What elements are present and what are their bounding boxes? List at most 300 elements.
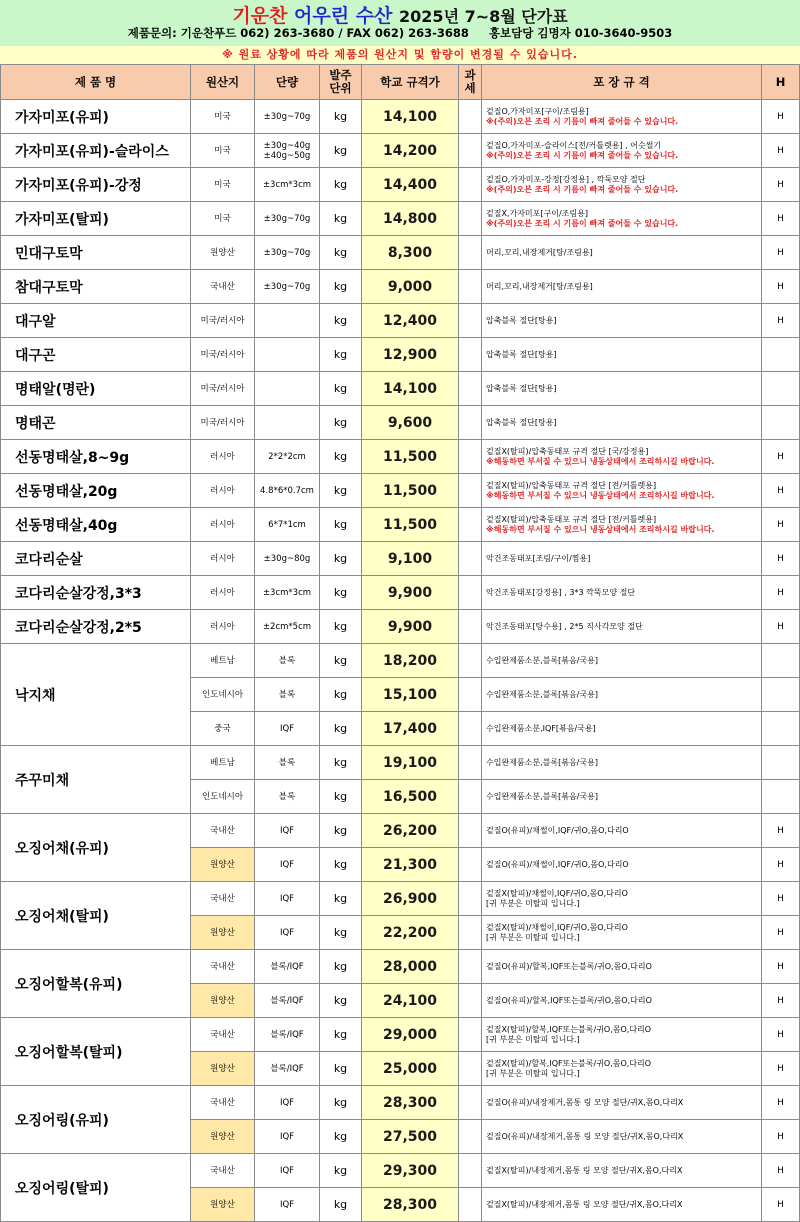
product-name: 오징어채(탈피) (1, 882, 191, 950)
origin-cell: 원양산 (191, 848, 255, 882)
origin-cell: 미국 (191, 134, 255, 168)
warning-text: ※(주의)오븐 조리 시 기름이 빠져 줄어들 수 있습니다. (486, 116, 679, 126)
package-cell (482, 814, 762, 848)
tax-cell (459, 1052, 482, 1086)
weight-cell (255, 610, 320, 644)
unit-cell: kg (320, 134, 362, 168)
price-cell: 29,000 (362, 1018, 459, 1052)
table-row (1, 270, 800, 304)
price-cell: 9,100 (362, 542, 459, 576)
origin-cell: 러시아 (191, 474, 255, 508)
origin-cell: 러시아 (191, 542, 255, 576)
weight-line: ±30g~40g (263, 140, 311, 151)
product-name: 명태곤 (1, 406, 191, 440)
package-cell (482, 542, 762, 576)
tax-cell (459, 1018, 482, 1052)
price-cell: 17,400 (362, 712, 459, 746)
weight-cell: IQF (255, 1188, 320, 1222)
origin-cell: 미국/러시아 (191, 304, 255, 338)
tax-cell (459, 1086, 482, 1120)
h-cell: H (762, 950, 800, 984)
origin-cell: 원양산 (191, 1120, 255, 1154)
table-row (1, 202, 800, 236)
price-cell: 28,000 (362, 950, 459, 984)
price-cell: 25,000 (362, 1052, 459, 1086)
price-cell: 15,100 (362, 678, 459, 712)
package-line: 겉질X(탈피)/내장제거,몸통 링 모양 절단/귀X,몸O,다리X (486, 1165, 683, 1175)
package-line: 겉질O(유피)/채썰이,IQF/귀O,몸O,다리O (486, 825, 629, 835)
origin-cell: 러시아 (191, 576, 255, 610)
price-cell: 16,500 (362, 780, 459, 814)
tax-cell (459, 338, 482, 372)
weight-cell (255, 202, 320, 236)
product-name: 낙지채 (1, 644, 191, 746)
h-cell: H (762, 814, 800, 848)
weight-cell (255, 338, 320, 372)
col-h: H (762, 65, 800, 100)
weight-line: ±30g~70g (263, 247, 311, 258)
h-cell (762, 678, 800, 712)
h-cell: H (762, 1018, 800, 1052)
package-line: 수입완제품소분,블록[볶음/국용] (486, 757, 598, 767)
weight-cell (255, 100, 320, 134)
h-cell: H (762, 508, 800, 542)
unit-cell: kg (320, 1154, 362, 1188)
origin-cell: 국내산 (191, 1086, 255, 1120)
price-cell: 26,200 (362, 814, 459, 848)
weight-cell (255, 270, 320, 304)
title-brand: 기운찬 (232, 5, 288, 27)
package-cell (482, 848, 762, 882)
table-row (1, 950, 800, 984)
unit-cell: kg (320, 304, 362, 338)
weight-cell: 블록 (255, 678, 320, 712)
product-name: 코다리순살강정,3*3 (1, 576, 191, 610)
price-cell: 9,600 (362, 406, 459, 440)
unit-cell: kg (320, 678, 362, 712)
price-cell: 11,500 (362, 474, 459, 508)
package-line: 겉질X(탈피)/압축동태포 규격 절단 [국/강정용] (486, 446, 649, 456)
package-cell (482, 474, 762, 508)
origin-cell: 미국 (191, 100, 255, 134)
package-cell (482, 1052, 762, 1086)
product-name: 선동명태살,40g (1, 508, 191, 542)
price-cell: 27,500 (362, 1120, 459, 1154)
weight-cell (255, 236, 320, 270)
package-line: 악건조동태포[조림/구이/찜용] (486, 553, 591, 563)
unit-cell: kg (320, 338, 362, 372)
price-cell: 12,400 (362, 304, 459, 338)
table-row (1, 236, 800, 270)
package-cell (482, 100, 762, 134)
tax-cell (459, 814, 482, 848)
weight-cell: IQF (255, 1154, 320, 1188)
price-cell: 29,300 (362, 1154, 459, 1188)
package-line: [귀 부분은 미탈피 입니다.] (486, 898, 580, 908)
table-row (1, 610, 800, 644)
h-cell: H (762, 916, 800, 950)
col-product: 제 품 명 (1, 65, 191, 100)
weight-line: ±30g~80g (263, 553, 311, 564)
weight-line: ±3cm*3cm (262, 179, 312, 190)
package-line: 압축블록 절단[탕용] (486, 383, 557, 393)
h-cell: H (762, 202, 800, 236)
package-cell (482, 134, 762, 168)
package-line: 겉질X(탈피)/채썰이,IQF/귀O,몸O,다리O (486, 922, 628, 932)
origin-cell: 미국/러시아 (191, 406, 255, 440)
package-cell (482, 1120, 762, 1154)
contact-line (0, 25, 800, 41)
tax-cell (459, 644, 482, 678)
weight-line: ±2cm*5cm (262, 621, 312, 632)
price-cell: 9,900 (362, 610, 459, 644)
weight-line: ±30g~70g (263, 281, 311, 292)
origin-cell: 국내산 (191, 882, 255, 916)
unit-cell: kg (320, 1086, 362, 1120)
package-line: [귀 부분은 미탈피 입니다.] (486, 1034, 580, 1044)
weight-cell (255, 304, 320, 338)
package-cell (482, 916, 762, 950)
package-cell (482, 270, 762, 304)
col-package: 포 장 규 격 (482, 65, 762, 100)
unit-cell: kg (320, 372, 362, 406)
h-cell: H (762, 576, 800, 610)
product-name: 오징어링(유피) (1, 1086, 191, 1154)
unit-cell: kg (320, 236, 362, 270)
weight-cell (255, 440, 320, 474)
h-cell: H (762, 882, 800, 916)
package-cell (482, 746, 762, 780)
product-name: 참대구토막 (1, 270, 191, 304)
warning-text: ※(주의)오븐 조리 시 기름이 빠져 줄어들 수 있습니다. (486, 184, 679, 194)
unit-cell: kg (320, 270, 362, 304)
unit-cell: kg (320, 508, 362, 542)
price-cell: 12,900 (362, 338, 459, 372)
product-name: 민대구토막 (1, 236, 191, 270)
weight-cell (255, 474, 320, 508)
weight-line: ±40g~50g (263, 150, 311, 161)
table-row (1, 304, 800, 338)
origin-cell: 중국 (191, 712, 255, 746)
package-line: 압축블록 절단[탕용] (486, 315, 557, 325)
unit-cell: kg (320, 950, 362, 984)
col-price: 학교 규격가 (362, 65, 459, 100)
package-line: 겉질O(유피)/내장제거,몸통 링 모양 절단/귀X,몸O,다리X (486, 1131, 684, 1141)
unit-cell: kg (320, 882, 362, 916)
price-cell: 14,400 (362, 168, 459, 202)
origin-cell: 원양산 (191, 1188, 255, 1222)
unit-cell: kg (320, 746, 362, 780)
package-cell (482, 576, 762, 610)
h-cell: H (762, 100, 800, 134)
price-cell: 14,100 (362, 372, 459, 406)
h-cell: H (762, 1086, 800, 1120)
warning-text: ※해동하면 부서질 수 있으니 냉동상태에서 조리하시길 바랍니다. (486, 490, 715, 500)
h-cell (762, 372, 800, 406)
h-cell (762, 712, 800, 746)
product-name: 가자미포(유피)-슬라이스 (1, 134, 191, 168)
tax-cell (459, 304, 482, 338)
price-cell: 11,500 (362, 440, 459, 474)
product-name: 코다리순살 (1, 542, 191, 576)
price-cell: 26,900 (362, 882, 459, 916)
origin-cell: 국내산 (191, 270, 255, 304)
h-cell: H (762, 1120, 800, 1154)
h-cell: H (762, 304, 800, 338)
origin-cell: 인도네시아 (191, 678, 255, 712)
weight-cell: 블록/IQF (255, 950, 320, 984)
col-origin: 원산지 (191, 65, 255, 100)
package-cell (482, 950, 762, 984)
price-cell: 8,300 (362, 236, 459, 270)
weight-cell: 블록 (255, 644, 320, 678)
package-line: 겉질O,가자미포[구이/조림용] (486, 106, 589, 116)
origin-cell: 러시아 (191, 440, 255, 474)
col-weight: 단량 (255, 65, 320, 100)
package-line: 겉질X(탈피)/할복,IQF또는블록/귀O,몸O,다리O (486, 1058, 652, 1068)
package-cell (482, 1018, 762, 1052)
unit-cell: kg (320, 916, 362, 950)
title-company: 어우린 수산 (294, 5, 393, 27)
contact-promo: 홍보담당 김명자 010-3640-9503 (488, 26, 673, 40)
price-cell: 24,100 (362, 984, 459, 1018)
table-row (1, 338, 800, 372)
package-cell (482, 882, 762, 916)
price-cell: 18,200 (362, 644, 459, 678)
weight-line: 6*7*1cm (268, 519, 306, 530)
contact-inquiry: 제품문의: 기운찬푸드 062) 263-3680 / FAX 062) 263-3688 (127, 26, 469, 40)
tax-cell (459, 474, 482, 508)
weight-line: ±30g~70g (263, 111, 311, 122)
package-line: 수입완제품소분,IQF[볶음/국용] (486, 723, 596, 733)
table-row (1, 406, 800, 440)
weight-cell: IQF (255, 1120, 320, 1154)
product-name: 대구곤 (1, 338, 191, 372)
package-line: 겉질O(유피)/할복,IQF또는블록/귀O,몸O,다리O (486, 995, 652, 1005)
table-row (1, 814, 800, 848)
col-tax: 과 세 (459, 65, 482, 100)
tax-cell (459, 440, 482, 474)
weight-cell: IQF (255, 814, 320, 848)
weight-cell: IQF (255, 848, 320, 882)
package-line: 겉질O,가자미포-슬라이스[전/커틀렛용] , 어슷썰기 (486, 140, 662, 150)
price-cell: 14,100 (362, 100, 459, 134)
package-cell (482, 168, 762, 202)
package-line: 겉질X(탈피)/압축동태포 규격 절단 [전/커틀렛용] (486, 480, 657, 490)
origin-cell: 미국/러시아 (191, 338, 255, 372)
price-cell: 28,300 (362, 1188, 459, 1222)
package-line: 악건조동태포[강정용] , 3*3 깍뚝모양 절단 (486, 587, 636, 597)
weight-line: 4.8*6*0.7cm (260, 485, 314, 496)
tax-cell (459, 508, 482, 542)
product-name: 오징어할복(유피) (1, 950, 191, 1018)
product-name: 주꾸미채 (1, 746, 191, 814)
product-name: 가자미포(유피) (1, 100, 191, 134)
unit-cell: kg (320, 712, 362, 746)
package-line: 악건조동태포[탕수용] , 2*5 직사각모양 절단 (486, 621, 643, 631)
weight-cell (255, 542, 320, 576)
origin-cell: 러시아 (191, 610, 255, 644)
origin-cell: 국내산 (191, 814, 255, 848)
unit-cell: kg (320, 1120, 362, 1154)
package-cell (482, 712, 762, 746)
weight-cell (255, 508, 320, 542)
tax-cell (459, 236, 482, 270)
package-cell (482, 984, 762, 1018)
tax-cell (459, 372, 482, 406)
table-row (1, 746, 800, 780)
col-order-unit: 발주 단위 (320, 65, 362, 100)
tax-cell (459, 100, 482, 134)
unit-cell: kg (320, 542, 362, 576)
h-cell: H (762, 440, 800, 474)
origin-cell: 국내산 (191, 1154, 255, 1188)
package-cell (482, 304, 762, 338)
h-cell (762, 644, 800, 678)
package-line: 머리,꼬리,내장제거[탕/조림용] (486, 281, 593, 291)
origin-notice: ※ 원료 상황에 따라 제품의 원산지 및 함량이 변경될 수 있습니다. (0, 46, 800, 64)
h-cell: H (762, 848, 800, 882)
price-cell: 19,100 (362, 746, 459, 780)
package-cell (482, 236, 762, 270)
weight-cell: IQF (255, 916, 320, 950)
product-name: 가자미포(탈피) (1, 202, 191, 236)
table-row (1, 576, 800, 610)
table-row (1, 882, 800, 916)
table-row (1, 168, 800, 202)
weight-cell: 블록 (255, 746, 320, 780)
weight-cell: IQF (255, 712, 320, 746)
unit-cell: kg (320, 1188, 362, 1222)
weight-cell: 블록/IQF (255, 1018, 320, 1052)
origin-cell: 미국 (191, 168, 255, 202)
unit-cell: kg (320, 100, 362, 134)
origin-cell: 미국/러시아 (191, 372, 255, 406)
unit-cell: kg (320, 1052, 362, 1086)
package-line: 머리,꼬리,내장제거[탕/조림용] (486, 247, 593, 257)
h-cell: H (762, 236, 800, 270)
h-cell (762, 406, 800, 440)
package-line: 겉질X(탈피)/압축동태포 규격 절단 [전/커틀렛용] (486, 514, 657, 524)
table-row (1, 100, 800, 134)
h-cell (762, 338, 800, 372)
price-table (0, 64, 800, 1222)
product-name: 오징어링(탈피) (1, 1154, 191, 1222)
table-row (1, 542, 800, 576)
weight-cell (255, 168, 320, 202)
origin-cell: 베트남 (191, 746, 255, 780)
tax-cell (459, 712, 482, 746)
package-cell (482, 610, 762, 644)
page-title (0, 1, 800, 28)
product-name: 오징어할복(탈피) (1, 1018, 191, 1086)
tax-cell (459, 1120, 482, 1154)
h-cell: H (762, 1154, 800, 1188)
h-cell: H (762, 168, 800, 202)
origin-cell: 원양산 (191, 916, 255, 950)
origin-cell: 인도네시아 (191, 780, 255, 814)
tax-cell (459, 202, 482, 236)
package-line: 겉질O(유피)/내장제거,몸통 링 모양 절단/귀X,몸O,다리X (486, 1097, 684, 1107)
table-row (1, 372, 800, 406)
product-name: 선동명태살,20g (1, 474, 191, 508)
unit-cell: kg (320, 814, 362, 848)
price-cell: 11,500 (362, 508, 459, 542)
product-name: 가자미포(유피)-강정 (1, 168, 191, 202)
package-line: 수입완제품소분,블록[볶음/국용] (486, 689, 598, 699)
price-cell: 22,200 (362, 916, 459, 950)
table-header-row (1, 65, 800, 100)
title-period: 2025년 7~8월 단가표 (399, 7, 568, 26)
package-cell (482, 678, 762, 712)
h-cell: H (762, 474, 800, 508)
weight-line: ±30g~70g (263, 213, 311, 224)
tax-cell (459, 678, 482, 712)
tax-cell (459, 984, 482, 1018)
product-name: 코다리순살강정,2*5 (1, 610, 191, 644)
weight-cell (255, 576, 320, 610)
package-line: 겉질O(유피)/채썰이,IQF/귀O,몸O,다리O (486, 859, 629, 869)
unit-cell: kg (320, 576, 362, 610)
package-line: [귀 부분은 미탈피 입니다.] (486, 1068, 580, 1078)
package-cell (482, 372, 762, 406)
unit-cell: kg (320, 644, 362, 678)
h-cell: H (762, 542, 800, 576)
package-cell (482, 440, 762, 474)
package-line: [귀 부분은 미탈피 입니다.] (486, 932, 580, 942)
product-name: 명태알(명란) (1, 372, 191, 406)
package-line: 수입완제품소분,블록[볶음/국용] (486, 655, 598, 665)
tax-cell (459, 882, 482, 916)
package-line: 겉질X(탈피)/채썰이,IQF/귀O,몸O,다리O (486, 888, 628, 898)
unit-cell: kg (320, 848, 362, 882)
weight-cell (255, 134, 320, 168)
package-line: 겉질O(유피)/할복,IQF또는블록/귀O,몸O,다리O (486, 961, 652, 971)
weight-cell: 블록/IQF (255, 984, 320, 1018)
package-cell (482, 1188, 762, 1222)
h-cell (762, 780, 800, 814)
warning-text: ※해동하면 부서질 수 있으니 냉동상태에서 조리하시길 바랍니다. (486, 456, 715, 466)
unit-cell: kg (320, 610, 362, 644)
price-cell: 21,300 (362, 848, 459, 882)
table-row (1, 508, 800, 542)
package-line: 압축블록 절단[탕용] (486, 417, 557, 427)
header-banner (0, 0, 800, 46)
origin-cell: 국내산 (191, 950, 255, 984)
origin-cell: 러시아 (191, 508, 255, 542)
h-cell: H (762, 270, 800, 304)
table-row (1, 134, 800, 168)
h-cell: H (762, 1188, 800, 1222)
origin-cell: 베트남 (191, 644, 255, 678)
tax-cell (459, 576, 482, 610)
price-cell: 9,900 (362, 576, 459, 610)
unit-cell: kg (320, 202, 362, 236)
weight-cell: IQF (255, 882, 320, 916)
tax-cell (459, 270, 482, 304)
unit-cell: kg (320, 474, 362, 508)
table-body (1, 100, 800, 1222)
tax-cell (459, 746, 482, 780)
price-cell: 28,300 (362, 1086, 459, 1120)
tax-cell (459, 848, 482, 882)
table-row (1, 440, 800, 474)
unit-cell: kg (320, 984, 362, 1018)
product-name: 오징어채(유피) (1, 814, 191, 882)
package-line: 수입완제품소분,블록[볶음/국용] (486, 791, 598, 801)
h-cell: H (762, 984, 800, 1018)
price-cell: 9,000 (362, 270, 459, 304)
